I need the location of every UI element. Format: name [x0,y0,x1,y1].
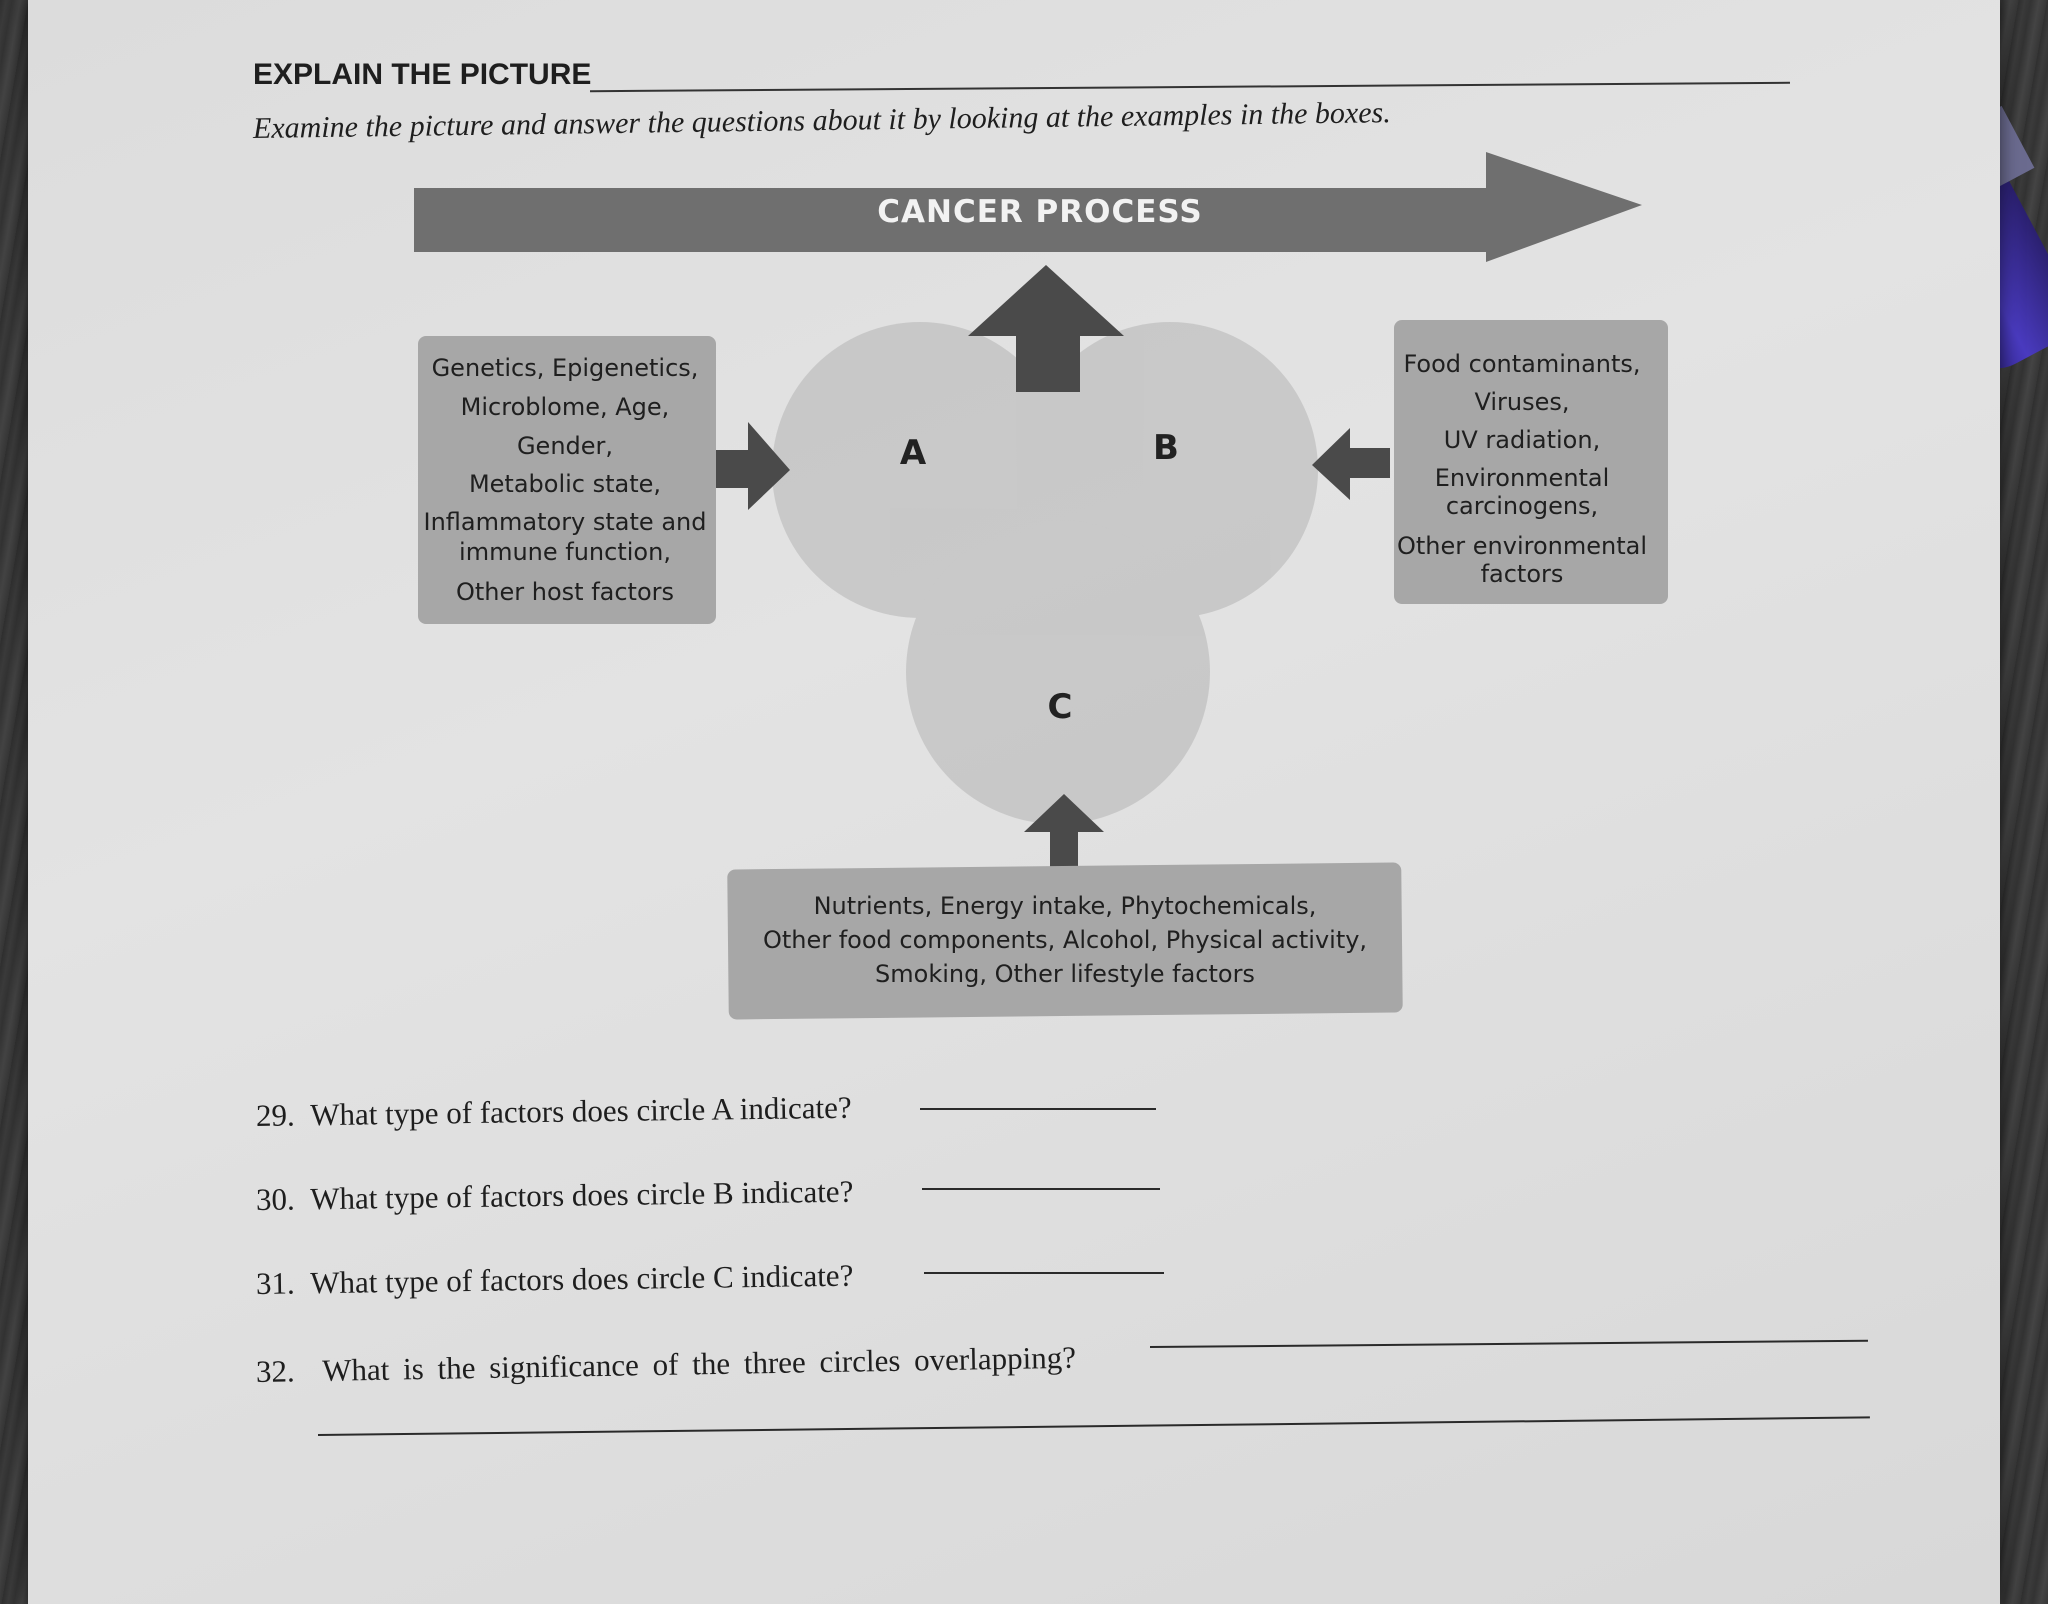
environmental-factor-line: UV radiation, [1443,426,1601,454]
banner-label: CANCER PROCESS [877,194,1203,230]
circle-a-label: A [899,433,927,473]
answer-blank-31[interactable] [924,1272,1164,1274]
environmental-factor-line: Environmental [1434,464,1610,492]
environmental-factor-line: carcinogens, [1445,492,1599,520]
circle-c-label: C [1047,687,1073,727]
host-factor-line: Metabolic state, [468,470,662,498]
lifestyle-factor-line: Other food components, Alcohol, Physical activity, [762,926,1368,954]
host-factor-line: Other host factors [455,578,675,606]
host-factor-line: Inflammatory state and [423,508,707,536]
question-text: What type of factors does circle A indicate? [309,1089,852,1133]
environmental-factor-line: Other environmental [1397,532,1647,560]
worksheet-instructions: Examine the picture and answer the questions about it by looking at the examples in the boxes. [252,96,1391,145]
worksheet-heading: EXPLAIN THE PICTURE [253,58,592,91]
question-number: 29. [255,1097,295,1133]
lifestyle-factor-line: Nutrients, Energy intake, Phytochemicals, [813,892,1317,920]
answer-blank-30[interactable] [922,1188,1160,1190]
question-text: What is the significance of the three circles overlapping? [321,1339,1077,1388]
left-arrow-icon [1312,428,1390,500]
host-factor-line: Microblome, Age, [460,393,670,421]
circle-b-label: B [1153,428,1179,468]
environmental-factor-line: Food contaminants, [1403,350,1641,378]
environmental-factor-line: Viruses, [1474,388,1570,416]
answer-blank-29[interactable] [920,1108,1156,1110]
question-number: 31. [255,1265,295,1301]
question-number: 30. [255,1181,295,1217]
environmental-factor-line: factors [1480,560,1564,588]
lifestyle-factor-line: Smoking, Other lifestyle factors [875,960,1255,988]
question-text: What type of factors does circle C indicate? [309,1257,854,1301]
question-text: What type of factors does circle B indicate? [309,1173,854,1217]
host-factor-line: immune function, [459,538,671,566]
question-number: 32. [255,1353,296,1389]
host-factor-line: Gender, [516,432,614,460]
host-factor-line: Genetics, Epigenetics, [431,354,699,382]
circle-c [906,520,1210,824]
